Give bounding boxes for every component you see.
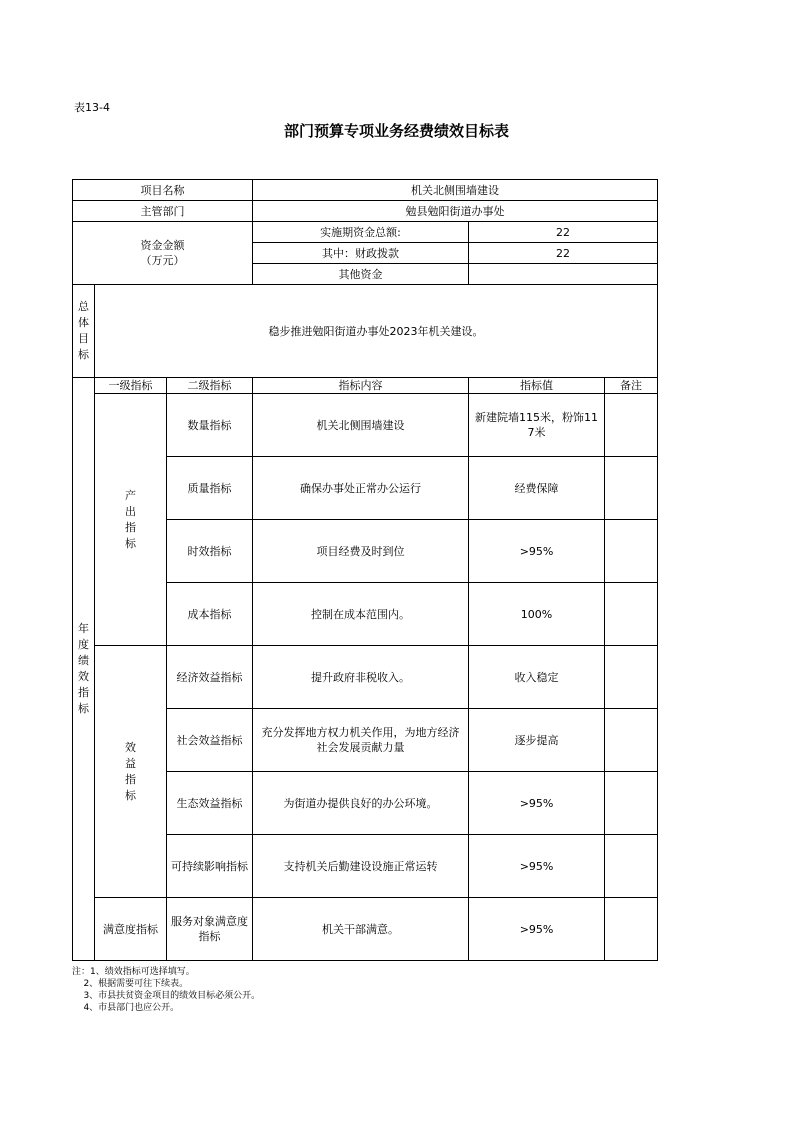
output-label-cell: [95, 394, 167, 646]
level2-cell: 时效指标: [167, 520, 253, 583]
funds-label-cell: [73, 222, 253, 285]
header-remark: 备注: [605, 378, 658, 394]
overall-goal-label-cell: [73, 285, 95, 378]
overall-goal-label: 总体目标: [78, 300, 89, 361]
value-cell: >95%: [469, 520, 605, 583]
department-value: 勉县勉阳街道办事处: [253, 201, 658, 222]
content-cell: 提升政府非税收入。: [253, 646, 469, 709]
remark-cell: [605, 457, 658, 520]
level2-cell: 可持续影响指标: [167, 835, 253, 898]
content-cell: 机关干部满意。: [253, 898, 469, 961]
table-row: [73, 898, 658, 961]
footnote-item: 3、市县扶贫资金项目的绩效目标必须公开。: [72, 991, 261, 1001]
value-cell: 经费保障: [469, 457, 605, 520]
funds-fiscal-label: 其中：财政拨款: [253, 243, 469, 264]
value-cell: 100%: [469, 583, 605, 646]
level2-cell: 社会效益指标: [167, 709, 253, 772]
overall-goal-text: 稳步推进勉阳街道办事处2023年机关建设。: [95, 285, 658, 378]
value-cell: 逐步提高: [469, 709, 605, 772]
level2-cell: 数量指标: [167, 394, 253, 457]
remark-cell: [605, 520, 658, 583]
annual-label: 年度绩效指标: [78, 622, 89, 715]
content-cell: 确保办事处正常办公运行: [253, 457, 469, 520]
funds-total-label: 实施期资金总额:: [253, 222, 469, 243]
benefit-label: 效益指标: [125, 740, 136, 802]
annual-label-cell: [73, 378, 95, 961]
remark-cell: [605, 646, 658, 709]
level2-cell: 质量指标: [167, 457, 253, 520]
content-cell: 机关北侧围墙建设: [253, 394, 469, 457]
project-name-value: 机关北侧围墙建设: [253, 180, 658, 201]
department-row: [73, 201, 658, 222]
project-name-label: 项目名称: [73, 180, 253, 201]
funds-other-label: 其他资金: [253, 264, 469, 285]
funds-total-value: 22: [469, 222, 658, 243]
header-level2: 二级指标: [167, 378, 253, 394]
header-content: 指标内容: [253, 378, 469, 394]
footnote-item: 2、根据需要可往下续表。: [72, 979, 189, 989]
output-label: 产出指标: [125, 488, 136, 550]
indicator-header-row: [73, 378, 658, 394]
performance-target-table: [72, 179, 658, 961]
funds-total-row: [73, 222, 658, 243]
page-title: 部门预算专项业务经费绩效目标表: [283, 122, 509, 140]
remark-cell: [605, 394, 658, 457]
value-cell: 收入稳定: [469, 646, 605, 709]
satisfaction-label: 满意度指标: [95, 898, 167, 961]
benefit-label-cell: [95, 646, 167, 898]
remark-cell: [605, 898, 658, 961]
overall-goal-row: [73, 285, 658, 378]
content-cell: 为街道办提供良好的办公环境。: [253, 772, 469, 835]
footnotes: [72, 966, 260, 1014]
content-cell: 项目经费及时到位: [253, 520, 469, 583]
funds-unit: （万元）: [140, 254, 185, 267]
remark-cell: [605, 709, 658, 772]
footnote-item: 注：1、绩效指标可选择填写。: [72, 967, 195, 977]
funds-other-value: [469, 264, 658, 285]
remark-cell: [605, 583, 658, 646]
value-cell: >95%: [469, 835, 605, 898]
value-cell: >95%: [469, 772, 605, 835]
table-row: [73, 646, 658, 709]
funds-fiscal-value: 22: [469, 243, 658, 264]
footnote-item: 4、市县部门也应公开。: [72, 1003, 180, 1013]
level2-cell: 经济效益指标: [167, 646, 253, 709]
remark-cell: [605, 772, 658, 835]
header-level1: 一级指标: [95, 378, 167, 394]
value-cell: >95%: [469, 898, 605, 961]
funds-label: 资金金额: [140, 239, 185, 252]
level2-cell: 服务对象满意度指标: [167, 898, 253, 961]
department-label: 主管部门: [73, 201, 253, 222]
project-name-row: [73, 180, 658, 201]
level2-cell: 成本指标: [167, 583, 253, 646]
table-number: 表13-4: [74, 101, 110, 114]
content-cell: 控制在成本范围内。: [253, 583, 469, 646]
content-cell: 充分发挥地方权力机关作用，为地方经济社会发展贡献力量: [253, 709, 469, 772]
remark-cell: [605, 835, 658, 898]
content-cell: 支持机关后勤建设设施正常运转: [253, 835, 469, 898]
level2-cell: 生态效益指标: [167, 772, 253, 835]
table-row: [73, 394, 658, 457]
value-cell: 新建院墙115米，粉饰117米: [469, 394, 605, 457]
header-value: 指标值: [469, 378, 605, 394]
